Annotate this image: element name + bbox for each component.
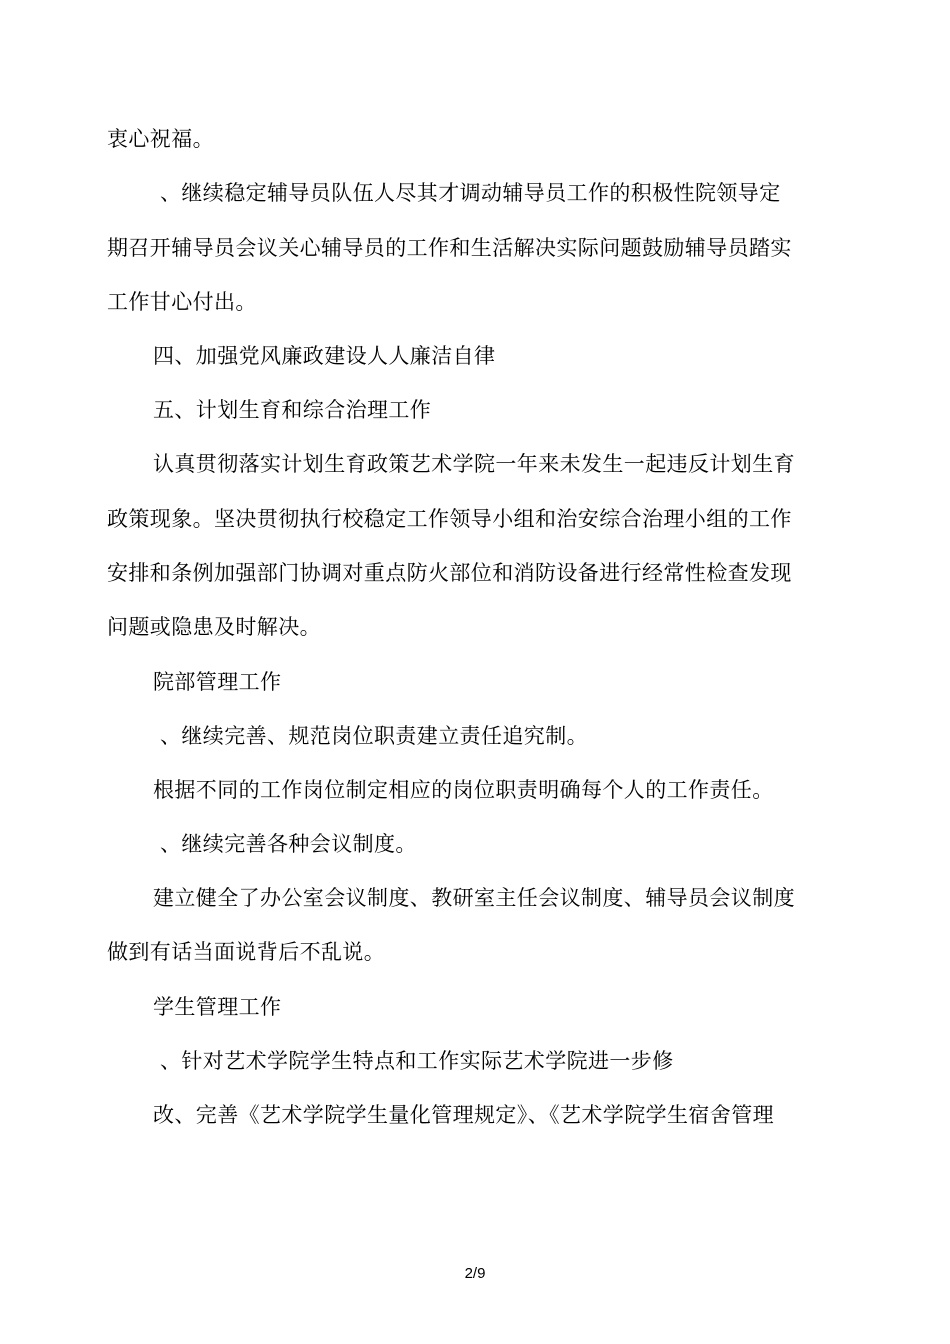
section-heading: 学生管理工作 — [153, 995, 282, 1019]
text-line: 建立健全了办公室会议制度、教研室主任会议制度、辅导员会议制度 — [153, 886, 795, 910]
text-line: 、继续完善、规范岗位职责建立责任追究制。 — [160, 724, 588, 748]
text-line: 改、完善《艺术学院学生量化管理规定》、《艺术学院学生宿舍管理 — [153, 1103, 774, 1127]
section-heading: 五、计划生育和综合治理工作 — [153, 398, 432, 422]
text-line: 衷心祝福。 — [107, 127, 214, 151]
text-line: 期召开辅导员会议关心辅导员的工作和生活解决实际问题鼓励辅导员踏实 — [107, 236, 792, 260]
text-line: 问题或隐患及时解决。 — [107, 615, 321, 639]
text-line: 安排和条例加强部门协调对重点防火部位和消防设备进行经常性检查发现 — [107, 561, 792, 585]
text-line: 根据不同的工作岗位制定相应的岗位职责明确每个人的工作责任。 — [153, 778, 774, 802]
text-line: 、继续稳定辅导员队伍人尽其才调动辅导员工作的积极性院领导定 — [160, 181, 781, 205]
page-number: 2/9 — [464, 1265, 486, 1282]
text-line: 、继续完善各种会议制度。 — [160, 832, 417, 856]
section-heading: 四、加强党风廉政建设人人廉洁自律 — [153, 344, 496, 368]
text-line: 认真贯彻落实计划生育政策艺术学院一年来未发生一起违反计划生育 — [153, 452, 795, 476]
text-line: 政策现象。坚决贯彻执行校稳定工作领导小组和治安综合治理小组的工作 — [107, 507, 792, 531]
text-line: 做到有话当面说背后不乱说。 — [107, 940, 386, 964]
section-heading: 院部管理工作 — [153, 670, 282, 694]
text-line: 、针对艺术学院学生特点和工作实际艺术学院进一步修 — [160, 1049, 674, 1073]
text-line: 工作甘心付出。 — [107, 290, 257, 314]
